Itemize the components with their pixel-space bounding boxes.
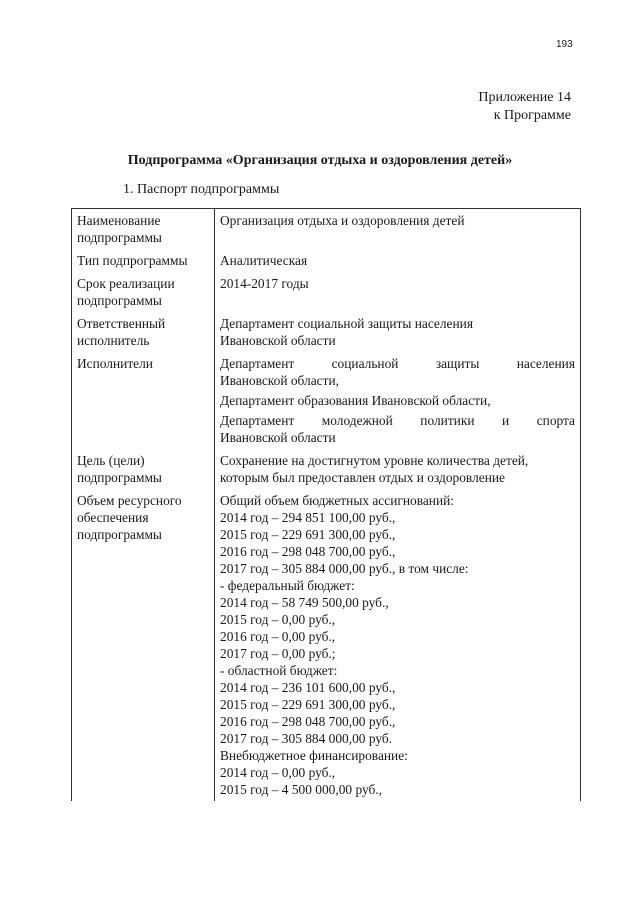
row-value xyxy=(215,272,581,312)
word: социальной xyxy=(331,356,399,371)
appendix-line-1: Приложение 14 xyxy=(478,90,571,105)
value-line: Организация отдыха и оздоровления детей xyxy=(220,213,465,228)
document-title: Подпрограмма «Организация отдыха и оздоровления детей» xyxy=(127,153,513,168)
table-row xyxy=(72,272,581,312)
value-line: 2014 год – 236 101 600,00 руб., xyxy=(220,680,396,695)
value-line: Внебюджетное финансирование: xyxy=(220,748,408,763)
value-line: 2016 год – 298 048 700,00 руб., xyxy=(220,714,396,729)
value-line: Аналитическая xyxy=(220,253,308,268)
table-row xyxy=(72,209,581,250)
value-line: 2017 год – 305 884 000,00 руб., в том числе: xyxy=(220,561,469,576)
value-line: 2016 год – 0,00 руб., xyxy=(220,629,336,644)
appendix-line-2: к Программе xyxy=(493,108,571,123)
word: Департамент xyxy=(220,413,295,428)
executor-1-words xyxy=(220,355,575,372)
executor-2: Департамент образования Ивановской области, xyxy=(220,393,491,408)
executor-3-tail: Ивановской области xyxy=(220,430,336,445)
value-line: - федеральный бюджет: xyxy=(220,578,355,593)
value-line: 2015 год – 0,00 руб., xyxy=(220,612,336,627)
word: Департамент xyxy=(220,356,295,371)
value-line: 2015 год – 229 691 300,00 руб., xyxy=(220,697,396,712)
value-line: 2014 год – 58 749 500,00 руб., xyxy=(220,595,389,610)
row-value xyxy=(215,489,581,801)
value-line: Общий объем бюджетных ассигнований: xyxy=(220,493,455,508)
value-line: 2014 год – 294 851 100,00 руб., xyxy=(220,510,396,525)
value-line: 2017 год – 0,00 руб.; xyxy=(220,646,336,661)
row-label: Наименование подпрограммы xyxy=(72,209,215,250)
value-line: Департамент социальной защиты населения xyxy=(220,316,473,331)
row-label: Объем ресурсного обеспечения подпрограммы xyxy=(72,489,215,801)
page-number: 193 xyxy=(556,39,573,50)
row-label: Срок реализации подпрограммы xyxy=(72,272,215,312)
word: защиты xyxy=(435,356,480,371)
value-line: 2014 год – 0,00 руб., xyxy=(220,765,336,780)
table-row xyxy=(72,249,581,272)
word: и xyxy=(502,413,510,428)
row-value xyxy=(215,352,581,449)
word: спорта xyxy=(536,413,575,428)
word: политики xyxy=(420,413,475,428)
table-row xyxy=(72,489,581,801)
section-heading: 1. Паспорт подпрограммы xyxy=(123,182,280,197)
row-value xyxy=(215,209,581,250)
row-label: Ответственный исполнитель xyxy=(72,312,215,352)
row-value xyxy=(215,449,581,489)
row-label: Тип подпрограммы xyxy=(72,249,215,272)
executor-1-tail: Ивановской области, xyxy=(220,373,339,388)
value-line: 2016 год – 298 048 700,00 руб., xyxy=(220,544,396,559)
value-line: Ивановской области xyxy=(220,333,336,348)
value-line: 2017 год – 305 884 000,00 руб. xyxy=(220,731,393,746)
word: молодежной xyxy=(321,413,393,428)
row-value xyxy=(215,312,581,352)
executor-3-words xyxy=(220,412,575,429)
row-label: Исполнители xyxy=(72,352,215,449)
word: населения xyxy=(516,356,575,371)
value-line: 2014-2017 годы xyxy=(220,276,309,291)
value-line: - областной бюджет: xyxy=(220,663,338,678)
table-row xyxy=(72,312,581,352)
appendix-reference xyxy=(478,89,571,125)
value-line: 2015 год – 4 500 000,00 руб., xyxy=(220,782,382,797)
value-line: Сохранение на достигнутом уровне количества детей, xyxy=(220,453,529,468)
table-row xyxy=(72,449,581,489)
table-row xyxy=(72,352,581,449)
passport-table xyxy=(71,208,581,801)
row-label: Цель (цели) подпрограммы xyxy=(72,449,215,489)
value-line: 2015 год – 229 691 300,00 руб., xyxy=(220,527,396,542)
row-value xyxy=(215,249,581,272)
value-line: которым был предоставлен отдых и оздоровление xyxy=(220,470,505,485)
